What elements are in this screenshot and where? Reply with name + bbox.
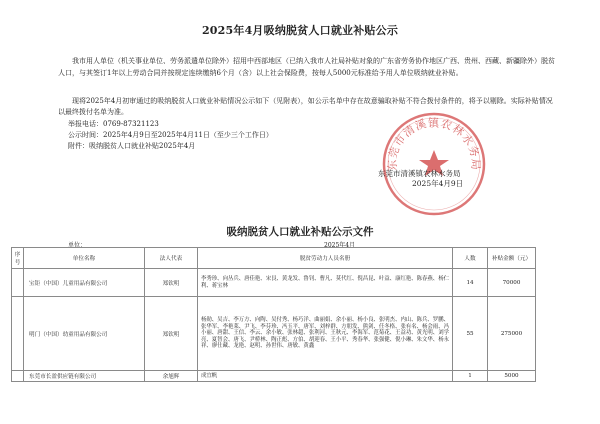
header-amount: 补贴金额（元） (488, 248, 536, 269)
cell-count: 14 (453, 269, 488, 297)
table-title: 吸纳脱贫人口就业补贴公示文件 (226, 226, 374, 238)
header-seq: 序号 (12, 248, 24, 269)
cell-employees: 杨勋、吴吉、李万方、向陶、吴付秀、杨巧洋、曲丽娟、余小丽、杨小良、张明杰、内山、陈兵、罗鹏、张华军、李艳莱、尹飞、李芬珍、冯玉平、唐军、刘梓群、方朋发、熊剑、任冬格、张有名、杨会雨、冯小丽、唐甜、王信、李云、余小敏、张林超、张利河、王秋元、李海军、范菊花、王益功、黄光明、刘学亮、夏智会、唐飞、尹桥林、陶正彪、方伯、胡迎春、王小平、秀春华、张强健、倪小琳、朱文华、杨永祥、廖仕藏、龙艳、赵明、孙世伟、唐敏、黄鑫 (198, 297, 453, 371)
header-count: 人数 (453, 248, 488, 269)
cell-amount: 5000 (488, 371, 536, 382)
cell-legal-rep: 郑钦明 (145, 269, 198, 297)
subsidy-table (11, 247, 536, 382)
attachment-line: 附件：吸纳脱贫人口就业补贴2025年4月 (68, 142, 196, 150)
cell-seq (12, 269, 24, 297)
table-header-row (12, 248, 536, 269)
signature-date: 2025年4月9日 (412, 179, 464, 188)
cell-amount: 275000 (488, 297, 536, 371)
header-company: 单位名称 (24, 248, 145, 269)
table-row (12, 297, 536, 371)
table-row (12, 371, 536, 382)
cell-count: 1 (453, 371, 488, 382)
signature-org: 东莞市清溪镇农林水务局 (378, 169, 461, 178)
publicity-period: 公示时间：2025年4月9日至2025年4月11日（至少三个工作日） (68, 131, 273, 139)
official-seal (379, 109, 489, 219)
header-employees: 脱贫劳动力人员名册 (198, 248, 453, 269)
unit-label: 单位： (68, 242, 87, 249)
notice-title: 2025年4月吸纳脱贫人口就业补贴公示 (201, 24, 399, 37)
cell-company: 东莞市长盈供应链有限公司 (24, 371, 145, 382)
cell-count: 55 (453, 297, 488, 371)
table-year-month: 2025年4月 (324, 242, 356, 249)
cell-employees: 成宜帆 (198, 371, 453, 382)
header-legal-rep: 法人代表 (145, 248, 198, 269)
notice-paragraph-1: 我市用人单位（机关事业单位、劳务派遣单位除外）招用中西部地区（已纳入我市人社局补贴对象的广东省劳务协作地区广西、贵州、西藏、新疆除外）脱贫人口，与其签订1年以上劳动合同并按规定连续缴纳6个月（含）以上社会保险费，按每人5000元标准给予用人单位吸纳就业补贴。 (58, 57, 555, 77)
table-row (12, 269, 536, 297)
cell-employees: 李秀珍、向丛兵、唐佳艳、宋艮、黄龙发、鲁钊、曹凡、莫代红、倪昌昆、叶益、康红艳、陈春燕、杨仁利、蒋宝林 (198, 269, 453, 297)
cell-legal-rep: 郑钦明 (145, 297, 198, 371)
svg-text:东莞市清溪镇农林水务局: 东莞市清溪镇农林水务局 (385, 116, 483, 171)
report-phone: 举报电话：0769-87321123 (68, 120, 159, 128)
notice-paragraph-2: 现将2025年4月初审通过的吸纳脱贫人口就业补贴情况公示如下（见附表），如公示名单中存在故意骗取补贴不符合拨付条件的，将予以剔除。实际补贴情况以最终拨付名单为准。 (58, 97, 553, 116)
cell-seq (12, 371, 24, 382)
cell-seq (12, 297, 24, 371)
cell-company: 明门（中国）幼童用品有限公司 (24, 297, 145, 371)
cell-legal-rep: 余旭辉 (145, 371, 198, 382)
cell-company: 宝钜（中国）儿童用品有限公司 (24, 269, 145, 297)
cell-amount: 70000 (488, 269, 536, 297)
